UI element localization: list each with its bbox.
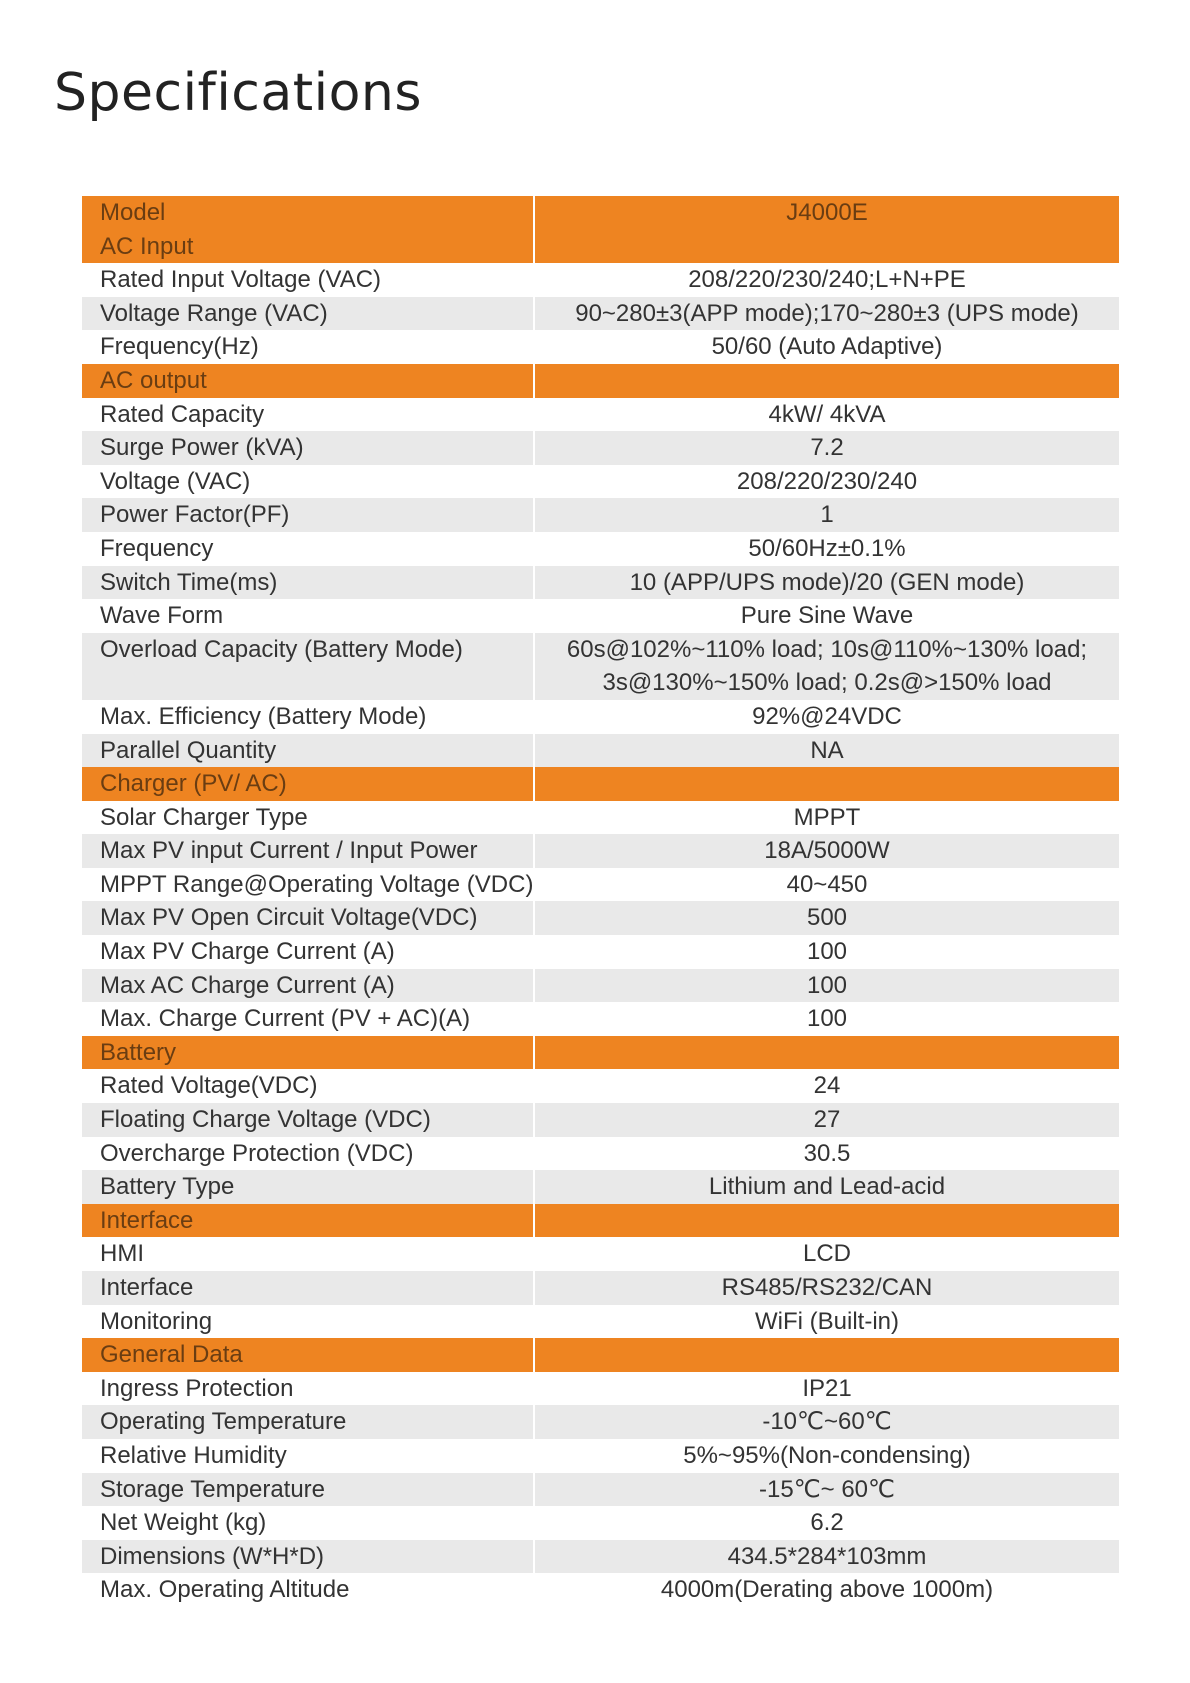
spec-row (82, 566, 1119, 600)
spec-row (82, 297, 1119, 331)
spec-row (82, 431, 1119, 465)
model-value: J4000E (534, 196, 1119, 230)
spec-row (82, 1506, 1119, 1540)
spec-value: IP21 (534, 1372, 1119, 1406)
spec-label: Dimensions (W*H*D) (82, 1540, 534, 1574)
spec-row (82, 1405, 1119, 1439)
section-title: Charger (PV/ AC) (82, 767, 534, 801)
spec-row (82, 901, 1119, 935)
spec-value: Pure Sine Wave (534, 599, 1119, 633)
section-title: Interface (82, 1204, 534, 1238)
spec-row (82, 1137, 1119, 1171)
spec-label: Ingress Protection (100, 1374, 294, 1402)
section-header-spacer (534, 230, 1119, 264)
spec-label: Rated Input Voltage (VAC) (100, 266, 382, 294)
spec-value: 7.2 (534, 431, 1119, 465)
section-header (82, 1338, 1119, 1372)
spec-value: 24 (534, 1069, 1119, 1103)
spec-value: 18A/5000W (534, 834, 1119, 868)
spec-row (82, 330, 1119, 364)
spec-row (82, 1271, 1119, 1305)
spec-label: Voltage (VAC) (100, 467, 251, 495)
spec-row (82, 599, 1119, 633)
spec-row (82, 498, 1119, 532)
section-header (82, 364, 1119, 398)
spec-table (82, 196, 1119, 1607)
spec-label: Relative Humidity (100, 1441, 287, 1469)
spec-label: Parallel Quantity (82, 734, 534, 768)
spec-value: 92%@24VDC (534, 700, 1119, 734)
spec-row (82, 935, 1119, 969)
spec-row (82, 969, 1119, 1003)
section-header (82, 1204, 1119, 1238)
spec-label: Max. Operating Altitude (100, 1576, 350, 1604)
spec-value: 4kW/ 4kVA (534, 398, 1119, 432)
spec-value: 5%~95%(Non-condensing) (534, 1439, 1119, 1473)
spec-value: 100 (534, 1002, 1119, 1036)
spec-label: Interface (82, 1271, 534, 1305)
spec-value: LCD (534, 1237, 1119, 1271)
spec-label: Floating Charge Voltage (VDC) (82, 1103, 534, 1137)
section-header-spacer (534, 1338, 1119, 1372)
spec-label: Overcharge Protection (VDC) (100, 1139, 414, 1167)
spec-row (82, 1372, 1119, 1406)
spec-row (82, 1237, 1119, 1271)
spec-row (82, 263, 1119, 297)
spec-value (534, 633, 1119, 700)
spec-label: MPPT Range@Operating Voltage (VDC) (100, 870, 534, 898)
section-header (82, 230, 1119, 264)
page-title: Specifications (54, 63, 422, 123)
spec-label: Switch Time(ms) (82, 566, 534, 600)
spec-row (82, 734, 1119, 768)
spec-label: Max PV Open Circuit Voltage(VDC) (82, 901, 534, 935)
spec-value: 1 (534, 498, 1119, 532)
spec-value-line: 3s@130%~150% load; 0.2s@>150% load (602, 669, 1052, 697)
spec-value: -10℃~60℃ (534, 1405, 1119, 1439)
spec-row (82, 1573, 1119, 1607)
model-row (82, 196, 1119, 230)
spec-row (82, 700, 1119, 734)
section-title: General Data (82, 1338, 534, 1372)
spec-label: Max AC Charge Current (A) (82, 969, 534, 1003)
spec-row (82, 1069, 1119, 1103)
spec-label: Overload Capacity (Battery Mode) (82, 633, 534, 700)
section-header-spacer (534, 1036, 1119, 1070)
spec-label: Voltage Range (VAC) (82, 297, 534, 331)
spec-value: 434.5*284*103mm (534, 1540, 1119, 1574)
spec-row (82, 1002, 1119, 1036)
spec-label: Wave Form (100, 602, 224, 630)
section-title: Battery (82, 1036, 534, 1070)
spec-value: 40~450 (534, 868, 1119, 902)
spec-row (82, 1305, 1119, 1339)
section-title: AC output (82, 364, 534, 398)
spec-row (82, 868, 1119, 902)
spec-row (82, 465, 1119, 499)
spec-value: 50/60Hz±0.1% (534, 532, 1119, 566)
spec-label: Max. Charge Current (PV + AC)(A) (100, 1005, 471, 1033)
section-title: AC Input (82, 230, 534, 264)
spec-value: 500 (534, 901, 1119, 935)
spec-row (82, 1170, 1119, 1204)
spec-label: Solar Charger Type (100, 803, 308, 831)
spec-value: 100 (534, 969, 1119, 1003)
spec-row (82, 1103, 1119, 1137)
spec-row (82, 1540, 1119, 1574)
spec-label: Operating Temperature (82, 1405, 534, 1439)
section-header (82, 767, 1119, 801)
spec-label: Rated Voltage(VDC) (100, 1072, 318, 1100)
spec-value: MPPT (534, 801, 1119, 835)
spec-label: Power Factor(PF) (82, 498, 534, 532)
spec-row (82, 633, 1119, 700)
spec-value: 50/60 (Auto Adaptive) (534, 330, 1119, 364)
model-label: Model (82, 196, 534, 230)
spec-value: 27 (534, 1103, 1119, 1137)
spec-label: HMI (100, 1240, 144, 1268)
spec-value: -15℃~ 60℃ (534, 1473, 1119, 1507)
spec-value: 208/220/230/240;L+N+PE (534, 263, 1119, 297)
section-header-spacer (534, 364, 1119, 398)
spec-label: Surge Power (kVA) (82, 431, 534, 465)
spec-row (82, 398, 1119, 432)
spec-label: Monitoring (100, 1307, 213, 1335)
spec-value: 4000m(Derating above 1000m) (534, 1573, 1119, 1607)
spec-row (82, 1439, 1119, 1473)
spec-row (82, 532, 1119, 566)
section-header (82, 1036, 1119, 1070)
spec-value: 6.2 (534, 1506, 1119, 1540)
spec-row (82, 1473, 1119, 1507)
spec-label: Frequency(Hz) (100, 333, 259, 361)
spec-label: Net Weight (kg) (100, 1509, 267, 1537)
spec-value: 10 (APP/UPS mode)/20 (GEN mode) (534, 566, 1119, 600)
spec-label: Max PV input Current / Input Power (82, 834, 534, 868)
spec-value: Lithium and Lead-acid (534, 1170, 1119, 1204)
spec-label: Rated Capacity (100, 400, 265, 428)
spec-row (82, 801, 1119, 835)
section-header-spacer (534, 767, 1119, 801)
spec-label: Frequency (100, 534, 214, 562)
spec-label: Max PV Charge Current (A) (100, 938, 395, 966)
spec-value: WiFi (Built-in) (534, 1305, 1119, 1339)
spec-label: Battery Type (82, 1170, 534, 1204)
spec-row (82, 834, 1119, 868)
spec-value: 90~280±3(APP mode);170~280±3 (UPS mode) (534, 297, 1119, 331)
spec-value: RS485/RS232/CAN (534, 1271, 1119, 1305)
spec-label: Max. Efficiency (Battery Mode) (100, 702, 427, 730)
spec-value: 208/220/230/240 (534, 465, 1119, 499)
spec-value: NA (534, 734, 1119, 768)
spec-value: 100 (534, 935, 1119, 969)
section-header-spacer (534, 1204, 1119, 1238)
spec-table-body (82, 196, 1119, 1607)
spec-value: 30.5 (534, 1137, 1119, 1171)
spec-label: Storage Temperature (82, 1473, 534, 1507)
spec-value-line: 60s@102%~110% load; 10s@110%~130% load; (566, 635, 1088, 663)
